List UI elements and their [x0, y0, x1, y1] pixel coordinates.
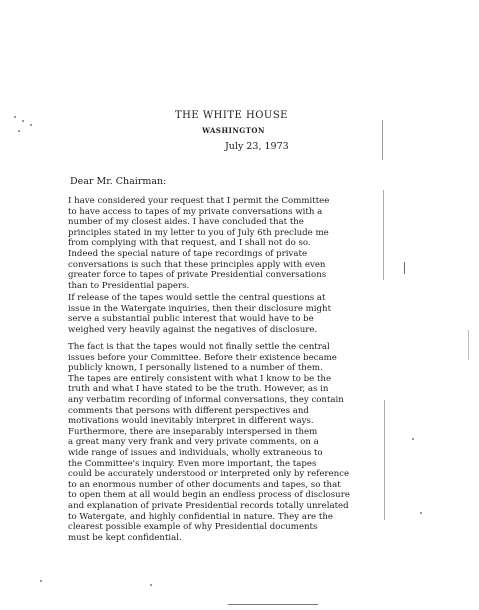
text-line: I have considered your request that I permit the Committee	[68, 196, 330, 206]
text-line: weighed very heavily against the negatives of disclosure.	[68, 324, 318, 335]
letter-date: July 23, 1973	[225, 141, 289, 152]
salutation: Dear Mr. Chairman:	[70, 176, 167, 187]
text-line: to have access to tapes of my private conversations with a	[68, 206, 323, 217]
text-line: The fact is that the tapes would not finally settle the central	[68, 342, 330, 352]
letterhead-title: THE WHITE HOUSE	[175, 110, 288, 121]
text-line: comments that persons with different perspectives and	[68, 405, 309, 416]
scan-edge-mark	[384, 400, 385, 520]
paragraph-3	[68, 342, 398, 543]
scan-speck	[412, 438, 414, 440]
text-line: conversations is such that these principles apply with even	[68, 259, 326, 270]
text-line: and explanation of private Presidential records totally unrelated	[68, 500, 349, 511]
scan-bottom-mark	[228, 604, 318, 605]
scan-edge-mark	[468, 330, 469, 360]
text-line: than to Presidential papers.	[68, 280, 190, 291]
scan-edge-mark	[383, 190, 384, 280]
text-line: the Committee's inquiry. Even more important, the tapes	[68, 458, 317, 469]
scan-speck	[150, 584, 152, 586]
text-line: any verbatim recording of informal conversations, they contain	[68, 394, 344, 405]
text-line: clearest possible example of why Presidential documents	[68, 522, 318, 533]
text-line: to open them at all would begin an endless process of disclosure	[68, 490, 350, 501]
text-line: wide range of issues and individuals, wholly extraneous to	[68, 447, 323, 458]
text-line: truth and what I have stated to be the truth. However, as in	[68, 384, 329, 395]
letterhead-subtitle: WASHINGTON	[202, 126, 265, 135]
text-line: from complying with that request, and I shall not do so.	[68, 238, 311, 249]
text-line: issues before your Committee. Before their existence became	[68, 352, 337, 363]
text-line: Furthermore, there are inseparably interspersed in them	[68, 426, 318, 437]
scan-speck	[14, 116, 16, 118]
text-line: must be kept confidential.	[68, 532, 182, 543]
text-line: a great many very frank and very private comments, on a	[68, 437, 319, 448]
text-line: to Watergate, and highly confidential in nature. They are the	[68, 511, 333, 522]
text-line: principles stated in my letter to you of July 6th preclude me	[68, 227, 329, 238]
text-line: publicly known, I personally listened to a number of them.	[68, 363, 323, 374]
text-line: issue in the Watergate inquiries, then their disclosure might	[68, 303, 332, 314]
text-line: motivations would inevitably interpret in different ways.	[68, 416, 314, 427]
scan-edge-mark	[382, 120, 383, 160]
text-line: If release of the tapes would settle the central questions at	[68, 293, 326, 303]
scan-speck	[18, 130, 20, 132]
text-line: The tapes are entirely consistent with what I know to be the	[68, 373, 332, 384]
scan-speck	[30, 124, 32, 126]
scan-speck	[420, 512, 422, 514]
paragraph-1	[68, 196, 398, 291]
text-line: Indeed the special nature of tape recordings of private	[68, 248, 308, 259]
text-line: serve a substantial public interest that would have to be	[68, 314, 314, 325]
scan-edge-mark	[404, 262, 405, 274]
scan-speck	[40, 580, 42, 582]
text-line: could be accurately understood or interpreted only by reference	[68, 469, 350, 480]
scan-speck	[22, 120, 24, 122]
text-line: to an enormous number of other documents and tapes, so that	[68, 479, 341, 490]
text-line: greater force to tapes of private Presidential conversations	[68, 270, 327, 281]
paragraph-2	[68, 293, 398, 335]
text-line: number of my closest aides. I have concluded that the	[68, 217, 304, 228]
